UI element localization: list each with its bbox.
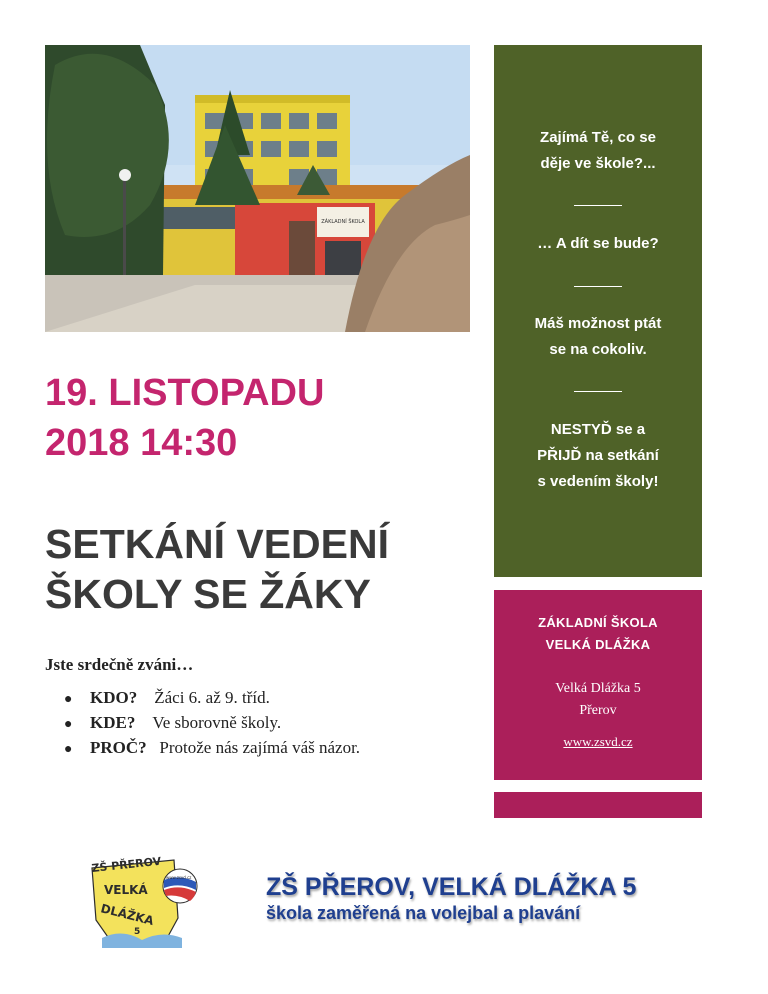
- footer-title: ZŠ PŘEROV, VELKÁ DLÁŽKA 5: [266, 873, 637, 901]
- question-1: [504, 125, 692, 177]
- call-to-action-line1: NESTYĎ se a: [550, 421, 646, 438]
- contact-panel: [494, 590, 702, 780]
- logo-text-line1: ZŠ PŘEROV: [90, 854, 162, 875]
- invite-text: Protože nás zajímá váš názor.: [159, 738, 361, 757]
- questions-panel: [494, 45, 702, 577]
- school-photo: [45, 45, 470, 332]
- bullet-icon: ●: [64, 692, 73, 707]
- call-to-action-line3: s vedením školy!: [537, 473, 659, 490]
- invite-key: KDO?: [90, 688, 138, 707]
- question-3-line1: Máš možnost ptát: [534, 315, 662, 332]
- logo-text-line2: VELKÁ: [104, 883, 148, 897]
- invite-key: PROČ?: [90, 738, 147, 757]
- footer-subtitle: škola zaměřená na volejbal a plavání: [266, 903, 581, 923]
- question-2: … A dít se bude?: [537, 235, 659, 252]
- logo-small-text: www.zsvd.cz: [166, 875, 192, 880]
- event-date-line1: 19. LISTOPADU: [45, 372, 325, 414]
- address-street: Velká Dlážka 5: [555, 681, 641, 696]
- divider: [574, 391, 622, 392]
- bullet-icon: ●: [64, 717, 73, 732]
- event-date: [45, 368, 465, 468]
- school-name: [494, 612, 702, 656]
- list-item: [64, 710, 360, 735]
- logo-text-line3: DLÁŽKA: [99, 901, 156, 929]
- school-logo: [82, 848, 202, 948]
- list-item: [64, 685, 360, 710]
- invite-key: KDE?: [90, 713, 136, 732]
- question-1-line1: Zajímá Tě, co se: [540, 129, 656, 146]
- question-3: [504, 311, 692, 363]
- school-name-line2: VELKÁ DLÁŽKA: [545, 637, 651, 652]
- question-1-line2: děje ve škole?...: [540, 155, 656, 172]
- call-to-action: [504, 417, 692, 495]
- list-item: [64, 735, 360, 760]
- divider: [574, 286, 622, 287]
- invite-list: [64, 685, 360, 760]
- event-title-line2: ŠKOLY SE ŽÁKY: [45, 571, 371, 617]
- school-address: [494, 678, 702, 722]
- event-title: [45, 519, 485, 619]
- event-date-line2: 2018 14:30: [45, 422, 238, 464]
- call-to-action-line2: PŘIJĎ na setkání: [537, 447, 659, 464]
- event-title-line1: SETKÁNÍ VEDENÍ: [45, 521, 389, 567]
- school-name-line1: ZÁKLADNÍ ŠKOLA: [538, 615, 658, 630]
- address-city: Přerov: [579, 703, 617, 718]
- bullet-icon: ●: [64, 742, 73, 757]
- question-3-line2: se na cokoliv.: [549, 341, 647, 358]
- divider: [574, 205, 622, 206]
- contact-footer-bar: [494, 792, 702, 818]
- logo-text-line4: 5: [134, 927, 141, 937]
- sign-text: ZÁKLADNÍ ŠKOLA: [321, 219, 365, 225]
- invite-intro: Jste srdečně zváni…: [45, 655, 194, 674]
- invite-text: Ve sborovně školy.: [152, 713, 282, 732]
- website-link[interactable]: www.zsvd.cz: [563, 734, 633, 749]
- invite-text: Žáci 6. až 9. tříd.: [154, 688, 270, 707]
